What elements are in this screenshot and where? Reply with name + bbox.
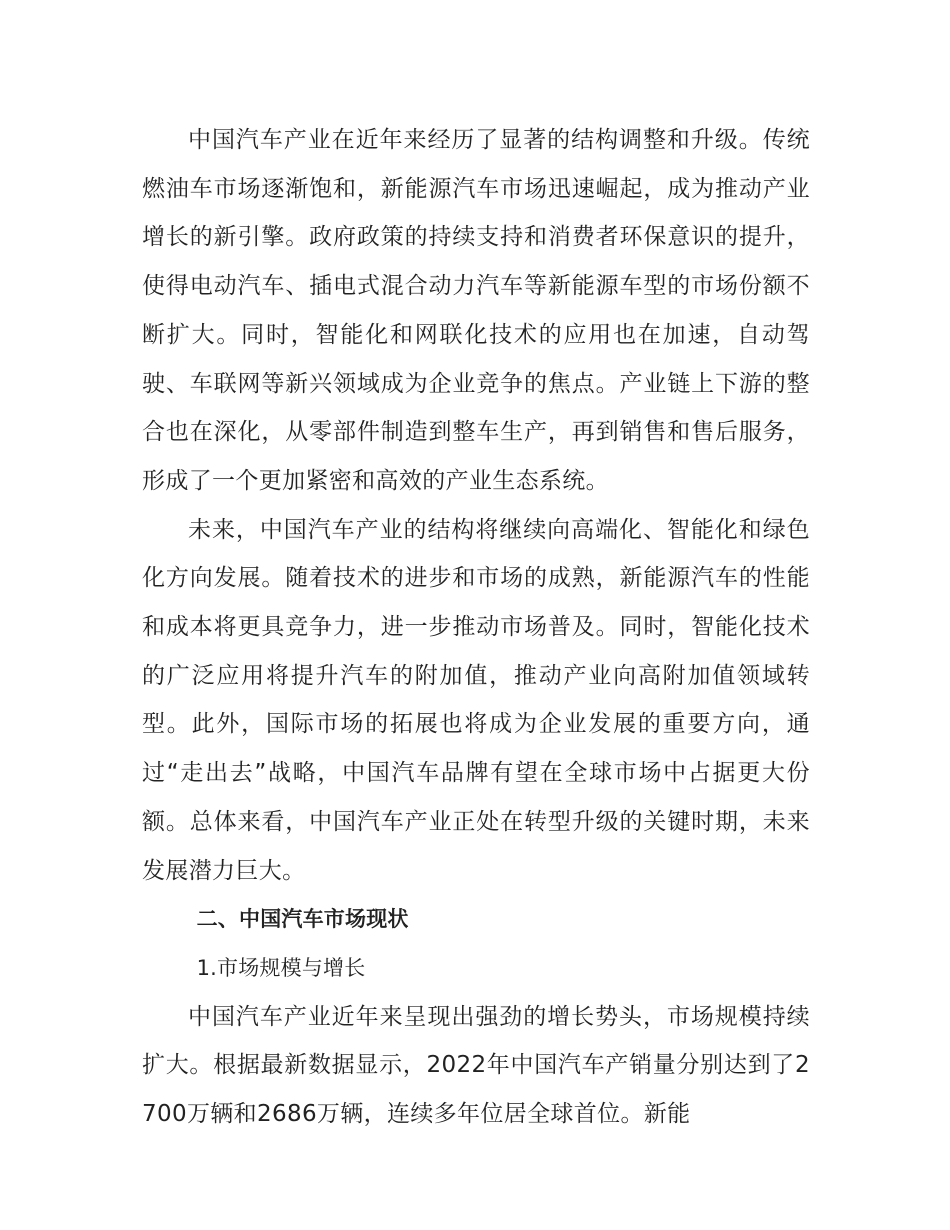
section-heading: 二、中国汽车市场现状 — [196, 907, 409, 932]
body-paragraph-1: 中国汽车产业在近年来经历了显著的结构调整和升级。传统燃油车市场逐渐饱和，新能源汽车市场迅速崛起，成为推动产业增长的新引擎。政府政策的持续支持和消费者环保意识的提升，使得电动汽车、插电式混合动力汽车等新能源车型的市场份额不断扩大。同时，智能化和网联化技术的应用也在加速，自动驾驶、车联网等新兴领域成为企业竞争的焦点。产业链上下游的整合也在深化，从零部件制造到整车生产，再到销售和售后服务，形成了一个更加紧密和高效的产业生态系统。 — [142, 127, 810, 494]
body-paragraph-2: 未来，中国汽车产业的结构将继续向高端化、智能化和绿色化方向发展。随着技术的进步和市场的成熟，新能源汽车的性能和成本将更具竞争力，进一步推动市场普及。同时，智能化技术的广泛应用将提升汽车的附加值，推动产业向高附加值领域转型。此外，国际市场的拓展也将成为企业发展的重要方向，通过“走出去”战略，中国汽车品牌有望在全球市场中占据更大份额。总体来看，中国汽车产业正处在转型升级的关键时期，未来发展潜力巨大。 — [142, 516, 810, 884]
document-body — [142, 116, 810, 1139]
body-paragraph-3: 中国汽车产业近年来呈现出强劲的增长势头，市场规模持续扩大。根据最新数据显示，2022年中国汽车产销量分别达到了2700万辆和2686万辆，连续多年位居全球首位。新能 — [142, 1003, 810, 1128]
subsection-heading: 1.市场规模与增长 — [196, 955, 366, 980]
